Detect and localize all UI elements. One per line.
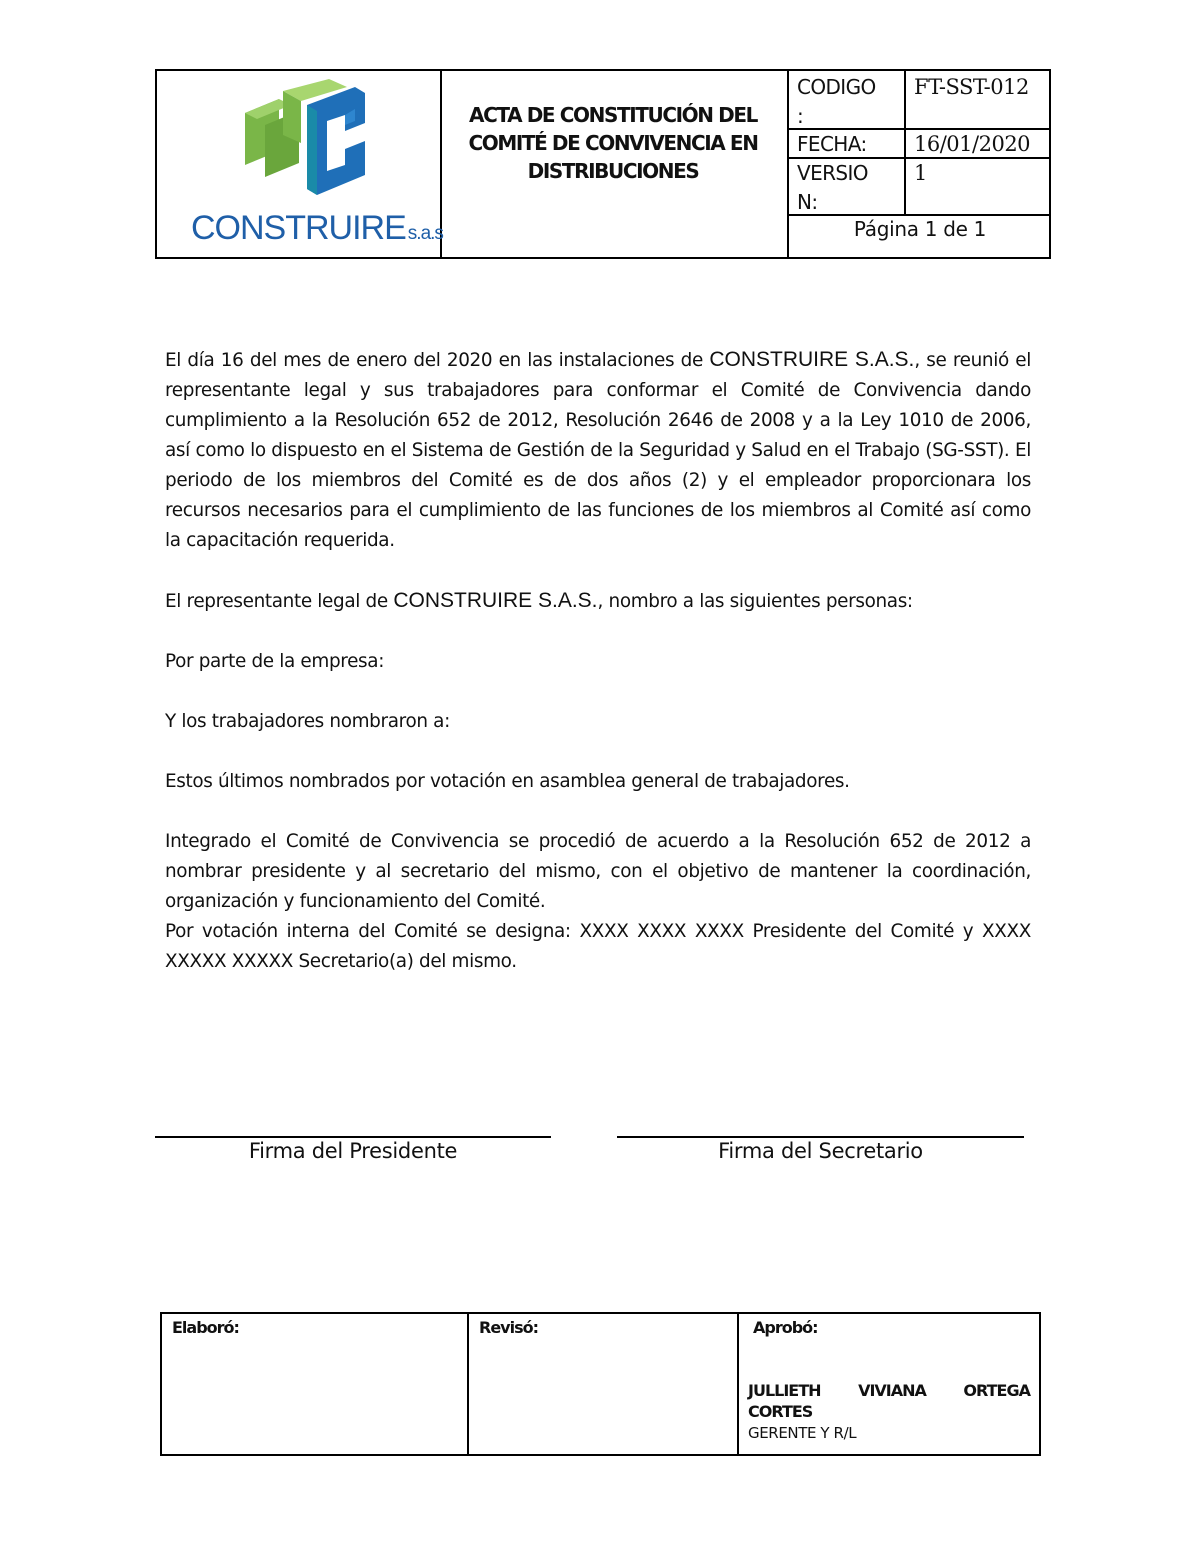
approval-divider	[467, 1314, 469, 1454]
codigo-label-line: :	[797, 104, 804, 128]
version-label-line: N:	[797, 190, 818, 214]
paragraph-appointment	[165, 586, 1031, 617]
fecha-label: FECHA:	[797, 132, 867, 156]
approver-name: JULLIETH VIVIANA ORTEGA	[748, 1381, 1030, 1400]
paragraph-text: El representante legal de	[165, 591, 394, 612]
document-body	[165, 345, 1031, 977]
company-name: CONSTRUIRE S.A.S.	[393, 589, 598, 612]
paragraph-text: , se reunió el representante legal y sus trabajadores para conformar el Comité de Convivencia dando cumplimiento a la Resolución 652 de 2012, Resolución 2646 de 2008 y a la Ley 1010 de 2006, así como lo dispuesto en el Sistema de Gestión de la Seguridad y Salud en el Trabajo (SG-SST). El periodo de los miembros del Comité es de dos años (2) y el empleador proporcionara los recursos necesarios para el cumplimiento de las funciones de los miembros al Comité así como la capacitación requerida.	[165, 350, 1032, 551]
signature-line-president	[155, 1136, 551, 1138]
elaboro-label: Elaboró:	[172, 1318, 239, 1337]
version-label-line: VERSIO	[797, 161, 868, 185]
company-name: CONSTRUIRE S.A.S.	[709, 348, 915, 371]
document-title-line: DISTRIBUCIONES	[527, 159, 699, 183]
document-header	[155, 69, 1051, 259]
company-logo	[187, 79, 443, 249]
paragraph-election: Estos últimos nombrados por votación en asamblea general de trabajadores.	[165, 771, 850, 792]
approver-name-line2: CORTES	[748, 1402, 813, 1421]
logo-text: CONSTRUIRE s.a.s	[191, 209, 443, 247]
paragraph-workers-part: Y los trabajadores nombraron a:	[165, 711, 450, 732]
approver-role: GERENTE Y R/L	[748, 1424, 857, 1442]
paragraph-integration: Integrado el Comité de Convivencia se procedió de acuerdo a la Resolución 652 de 2012 a nombrar presidente y al secretario del mismo, con el objetivo de mantener la coordinación, organización y funcionamiento del Comité.	[165, 831, 1031, 912]
signature-label-secretary: Firma del Secretario	[718, 1139, 923, 1163]
header-divider	[787, 71, 789, 257]
document-title-line: COMITÉ DE CONVIVENCIA EN	[468, 131, 758, 155]
approval-divider	[737, 1314, 739, 1454]
header-divider	[904, 71, 906, 214]
codigo-label	[797, 73, 876, 131]
paragraph-text: El día 16 del mes de enero del 2020 en las instalaciones de	[165, 350, 710, 371]
paragraph-text: , nombro a las siguientes personas:	[597, 591, 913, 612]
document-title-line: ACTA DE CONSTITUCIÓN DEL	[469, 103, 757, 127]
approval-table	[160, 1312, 1041, 1456]
codigo-label-line: CODIGO	[797, 75, 876, 99]
paragraph-designation: Por votación interna del Comité se designa: XXXX XXXX XXXX Presidente del Comité y XXXX XXXXX XXXXX Secretario(a) del mismo.	[165, 921, 1031, 972]
company-logo-mark	[187, 79, 443, 249]
document-title	[443, 101, 783, 185]
reviso-label: Revisó:	[479, 1318, 538, 1337]
signature-label-president: Firma del Presidente	[248, 1139, 458, 1163]
version-value: 1	[914, 161, 927, 185]
signature-line-secretary	[617, 1136, 1024, 1138]
aprobo-label: Aprobó:	[753, 1318, 818, 1337]
codigo-value: FT-SST-012	[914, 75, 1029, 99]
paragraph-company-part: Por parte de la empresa:	[165, 651, 385, 672]
page-number: Página 1 de 1	[853, 217, 987, 241]
paragraph-intro	[165, 345, 1031, 556]
version-label	[797, 159, 868, 217]
fecha-value: 16/01/2020	[914, 132, 1031, 156]
